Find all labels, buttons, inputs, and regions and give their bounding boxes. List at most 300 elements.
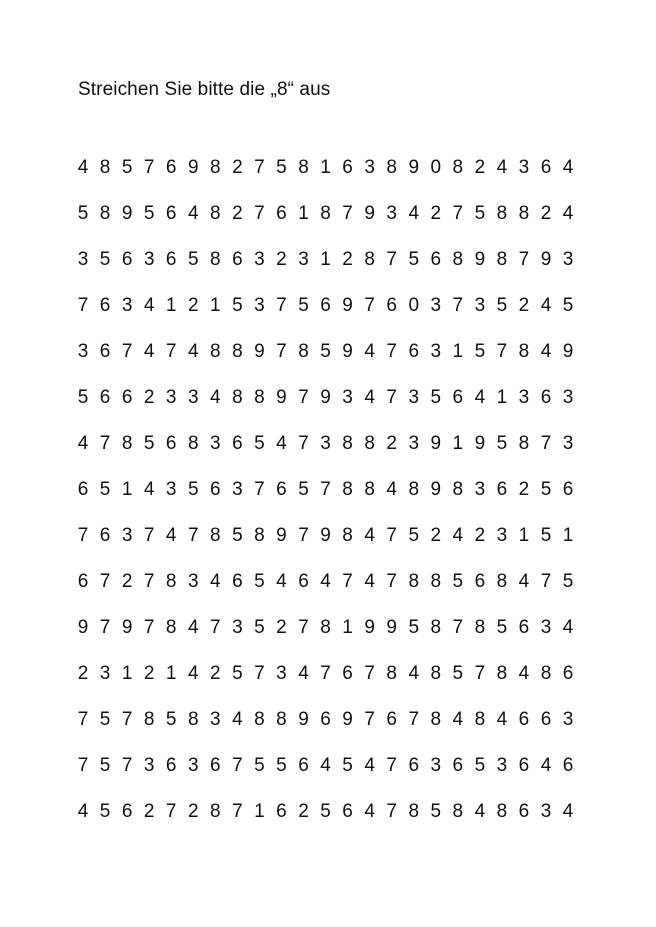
digit-cell[interactable]: 6 (430, 249, 442, 270)
digit-cell[interactable]: 8 (342, 525, 353, 546)
digit-cell[interactable]: 8 (518, 341, 530, 362)
digit-cell[interactable]: 4 (496, 709, 508, 730)
digit-cell[interactable]: 8 (452, 157, 464, 178)
digit-cell[interactable]: 8 (408, 479, 420, 500)
digit-cell[interactable]: 4 (298, 663, 309, 684)
digit-cell[interactable]: 8 (496, 203, 508, 224)
digit-cell[interactable]: 7 (540, 433, 552, 454)
digit-cell[interactable]: 8 (254, 709, 265, 730)
digit-cell[interactable]: 5 (187, 479, 199, 500)
digit-cell[interactable]: 8 (452, 249, 464, 270)
digit-cell[interactable]: 3 (165, 479, 177, 500)
digit-cell[interactable]: 1 (298, 203, 309, 224)
digit-cell[interactable]: 8 (452, 479, 464, 500)
digit-cell[interactable]: 6 (99, 341, 111, 362)
digit-cell[interactable]: 8 (518, 203, 530, 224)
digit-cell[interactable]: 7 (121, 709, 133, 730)
digit-cell[interactable]: 2 (518, 479, 530, 500)
digit-cell[interactable]: 9 (430, 479, 442, 500)
digit-cell[interactable]: 5 (408, 249, 420, 270)
digit-cell[interactable]: 4 (364, 525, 375, 546)
digit-cell[interactable]: 9 (320, 387, 331, 408)
digit-cell[interactable]: 3 (121, 295, 133, 316)
digit-cell[interactable]: 7 (121, 755, 133, 776)
digit-cell[interactable]: 7 (342, 203, 353, 224)
digit-cell[interactable]: 8 (210, 801, 221, 822)
digit-cell[interactable]: 2 (518, 295, 530, 316)
digit-cell[interactable]: 8 (187, 709, 199, 730)
digit-cell[interactable]: 8 (254, 525, 265, 546)
digit-cell[interactable]: 3 (540, 801, 552, 822)
digit-cell[interactable]: 7 (298, 525, 309, 546)
digit-cell[interactable]: 9 (342, 341, 353, 362)
digit-cell[interactable]: 5 (99, 755, 111, 776)
digit-cell[interactable]: 3 (165, 387, 177, 408)
digit-cell[interactable]: 5 (298, 295, 309, 316)
digit-cell[interactable]: 5 (276, 157, 287, 178)
digit-cell[interactable]: 7 (143, 157, 155, 178)
digit-cell[interactable]: 5 (562, 295, 574, 316)
digit-cell[interactable]: 6 (276, 203, 287, 224)
digit-cell[interactable]: 6 (386, 295, 397, 316)
digit-cell[interactable]: 9 (364, 617, 375, 638)
digit-cell[interactable]: 8 (99, 203, 111, 224)
digit-cell[interactable]: 6 (298, 755, 309, 776)
digit-cell[interactable]: 4 (187, 617, 199, 638)
digit-cell[interactable]: 6 (210, 755, 221, 776)
digit-cell[interactable]: 4 (562, 801, 574, 822)
digit-cell[interactable]: 7 (165, 341, 177, 362)
digit-cell[interactable]: 8 (232, 341, 243, 362)
digit-cell[interactable]: 7 (364, 663, 375, 684)
digit-cell[interactable]: 6 (474, 571, 486, 592)
digit-cell[interactable]: 2 (342, 249, 353, 270)
digit-cell[interactable]: 4 (562, 157, 574, 178)
digit-cell[interactable]: 8 (430, 709, 442, 730)
digit-cell[interactable]: 1 (452, 433, 464, 454)
digit-cell[interactable]: 1 (518, 525, 530, 546)
digit-cell[interactable]: 6 (232, 571, 243, 592)
digit-cell[interactable]: 7 (452, 295, 464, 316)
digit-cell[interactable]: 7 (386, 755, 397, 776)
digit-cell[interactable]: 6 (99, 387, 111, 408)
digit-cell[interactable]: 3 (99, 663, 111, 684)
digit-cell[interactable]: 3 (562, 433, 574, 454)
digit-cell[interactable]: 5 (474, 203, 486, 224)
digit-cell[interactable]: 7 (364, 709, 375, 730)
digit-cell[interactable]: 4 (496, 157, 508, 178)
digit-cell[interactable]: 6 (496, 479, 508, 500)
digit-cell[interactable]: 1 (121, 479, 133, 500)
digit-cell[interactable]: 6 (165, 203, 177, 224)
digit-cell[interactable]: 7 (320, 479, 331, 500)
digit-cell[interactable]: 9 (342, 709, 353, 730)
digit-cell[interactable]: 4 (187, 203, 199, 224)
digit-cell[interactable]: 6 (342, 157, 353, 178)
digit-cell[interactable]: 1 (254, 801, 265, 822)
digit-cell[interactable]: 7 (143, 617, 155, 638)
digit-cell[interactable]: 0 (408, 295, 420, 316)
digit-cell[interactable]: 5 (99, 709, 111, 730)
digit-cell[interactable]: 8 (298, 157, 309, 178)
digit-cell[interactable]: 3 (364, 157, 375, 178)
digit-cell[interactable]: 3 (540, 617, 552, 638)
digit-cell[interactable]: 4 (320, 571, 331, 592)
digit-cell[interactable]: 7 (77, 709, 89, 730)
digit-cell[interactable]: 3 (474, 295, 486, 316)
digit-cell[interactable]: 4 (143, 341, 155, 362)
digit-cell[interactable]: 5 (254, 617, 265, 638)
digit-cell[interactable]: 4 (518, 663, 530, 684)
digit-cell[interactable]: 6 (452, 755, 464, 776)
digit-cell[interactable]: 5 (254, 433, 265, 454)
digit-cell[interactable]: 2 (143, 387, 155, 408)
digit-cell[interactable]: 8 (276, 709, 287, 730)
digit-cell[interactable]: 6 (540, 387, 552, 408)
digit-cell[interactable]: 6 (165, 433, 177, 454)
digit-cell[interactable]: 4 (77, 433, 89, 454)
digit-cell[interactable]: 2 (232, 203, 243, 224)
digit-cell[interactable]: 3 (187, 387, 199, 408)
digit-cell[interactable]: 7 (254, 663, 265, 684)
digit-cell[interactable]: 6 (165, 249, 177, 270)
digit-cell[interactable]: 9 (298, 709, 309, 730)
digit-cell[interactable]: 7 (386, 341, 397, 362)
digit-cell[interactable]: 3 (430, 755, 442, 776)
digit-cell[interactable]: 6 (540, 709, 552, 730)
digit-cell[interactable]: 3 (496, 755, 508, 776)
digit-cell[interactable]: 5 (452, 571, 464, 592)
digit-cell[interactable]: 7 (232, 755, 243, 776)
digit-cell[interactable]: 3 (430, 341, 442, 362)
digit-cell[interactable]: 6 (77, 571, 89, 592)
digit-cell[interactable]: 8 (386, 663, 397, 684)
digit-cell[interactable]: 1 (342, 617, 353, 638)
digit-cell[interactable]: 8 (386, 157, 397, 178)
digit-cell[interactable]: 7 (496, 341, 508, 362)
digit-cell[interactable]: 7 (474, 663, 486, 684)
digit-cell[interactable]: 8 (430, 663, 442, 684)
digit-cell[interactable]: 2 (540, 203, 552, 224)
digit-cell[interactable]: 8 (298, 341, 309, 362)
digit-cell[interactable]: 4 (210, 387, 221, 408)
digit-cell[interactable]: 8 (430, 571, 442, 592)
digit-cell[interactable]: 6 (276, 801, 287, 822)
digit-cell[interactable]: 7 (386, 249, 397, 270)
digit-cell[interactable]: 4 (364, 571, 375, 592)
digit-cell[interactable]: 8 (364, 433, 375, 454)
digit-cell[interactable]: 3 (562, 709, 574, 730)
digit-cell[interactable]: 6 (386, 709, 397, 730)
digit-cell[interactable]: 3 (276, 663, 287, 684)
digit-cell[interactable]: 9 (430, 433, 442, 454)
digit-cell[interactable]: 5 (77, 387, 89, 408)
digit-cell[interactable]: 6 (342, 801, 353, 822)
digit-cell[interactable]: 6 (77, 479, 89, 500)
digit-cell[interactable]: 5 (430, 801, 442, 822)
digit-cell[interactable]: 9 (121, 203, 133, 224)
digit-cell[interactable]: 4 (518, 571, 530, 592)
digit-cell[interactable]: 5 (496, 295, 508, 316)
digit-cell[interactable]: 9 (276, 525, 287, 546)
digit-cell[interactable]: 8 (210, 157, 221, 178)
digit-cell[interactable]: 2 (232, 157, 243, 178)
digit-cell[interactable]: 0 (430, 157, 442, 178)
digit-cell[interactable]: 2 (430, 525, 442, 546)
digit-cell[interactable]: 7 (386, 571, 397, 592)
digit-cell[interactable]: 7 (342, 571, 353, 592)
digit-cell[interactable]: 3 (187, 755, 199, 776)
digit-cell[interactable]: 2 (187, 801, 199, 822)
digit-cell[interactable]: 1 (165, 295, 177, 316)
digit-cell[interactable]: 9 (121, 617, 133, 638)
digit-cell[interactable]: 7 (187, 525, 199, 546)
digit-cell[interactable]: 3 (562, 249, 574, 270)
digit-cell[interactable]: 5 (232, 295, 243, 316)
digit-cell[interactable]: 4 (452, 525, 464, 546)
digit-cell[interactable]: 8 (496, 249, 508, 270)
digit-cell[interactable]: 2 (298, 801, 309, 822)
digit-cell[interactable]: 3 (232, 479, 243, 500)
digit-cell[interactable]: 6 (99, 295, 111, 316)
digit-cell[interactable]: 6 (99, 525, 111, 546)
digit-cell[interactable]: 3 (430, 295, 442, 316)
digit-cell[interactable]: 4 (562, 617, 574, 638)
digit-cell[interactable]: 7 (452, 203, 464, 224)
digit-cell[interactable]: 8 (210, 341, 221, 362)
digit-cell[interactable]: 4 (276, 433, 287, 454)
digit-cell[interactable]: 7 (232, 801, 243, 822)
digit-cell[interactable]: 5 (496, 617, 508, 638)
digit-cell[interactable]: 6 (342, 663, 353, 684)
digit-cell[interactable]: 4 (562, 203, 574, 224)
digit-cell[interactable]: 7 (386, 387, 397, 408)
digit-cell[interactable]: 3 (143, 755, 155, 776)
digit-cell[interactable]: 7 (364, 295, 375, 316)
digit-cell[interactable]: 9 (320, 525, 331, 546)
digit-cell[interactable]: 8 (408, 571, 420, 592)
digit-cell[interactable]: 8 (143, 709, 155, 730)
digit-cell[interactable]: 7 (298, 387, 309, 408)
digit-cell[interactable]: 3 (408, 433, 420, 454)
digit-cell[interactable]: 6 (276, 479, 287, 500)
digit-cell[interactable]: 8 (210, 249, 221, 270)
digit-cell[interactable]: 5 (232, 663, 243, 684)
digit-cell[interactable]: 7 (99, 617, 111, 638)
digit-cell[interactable]: 5 (474, 755, 486, 776)
digit-cell[interactable]: 6 (518, 709, 530, 730)
digit-cell[interactable]: 8 (254, 387, 265, 408)
digit-cell[interactable]: 4 (276, 571, 287, 592)
digit-cell[interactable]: 4 (540, 341, 552, 362)
digit-cell[interactable]: 5 (496, 433, 508, 454)
digit-cell[interactable]: 4 (474, 801, 486, 822)
digit-cell[interactable]: 7 (540, 571, 552, 592)
digit-cell[interactable]: 4 (232, 709, 243, 730)
digit-cell[interactable]: 4 (408, 203, 420, 224)
digit-cell[interactable]: 3 (408, 387, 420, 408)
digit-cell[interactable]: 8 (342, 433, 353, 454)
digit-cell[interactable]: 5 (99, 249, 111, 270)
digit-cell[interactable]: 4 (77, 157, 89, 178)
digit-cell[interactable]: 5 (452, 663, 464, 684)
digit-cell[interactable]: 7 (121, 341, 133, 362)
digit-cell[interactable]: 6 (121, 801, 133, 822)
digit-cell[interactable]: 3 (342, 387, 353, 408)
digit-cell[interactable]: 8 (121, 433, 133, 454)
digit-cell[interactable]: 4 (364, 755, 375, 776)
digit-cell[interactable]: 6 (320, 295, 331, 316)
digit-cell[interactable]: 5 (320, 801, 331, 822)
digit-cell[interactable]: 3 (518, 387, 530, 408)
digit-cell[interactable]: 7 (298, 433, 309, 454)
digit-cell[interactable]: 3 (121, 525, 133, 546)
digit-cell[interactable]: 5 (408, 525, 420, 546)
digit-cell[interactable]: 5 (342, 755, 353, 776)
digit-cell[interactable]: 3 (77, 249, 89, 270)
digit-cell[interactable]: 4 (143, 295, 155, 316)
digit-cell[interactable]: 8 (540, 663, 552, 684)
digit-cell[interactable]: 4 (540, 755, 552, 776)
digit-cell[interactable]: 7 (99, 433, 111, 454)
digit-cell[interactable]: 7 (165, 801, 177, 822)
digit-cell[interactable]: 5 (99, 479, 111, 500)
digit-cell[interactable]: 3 (143, 249, 155, 270)
digit-cell[interactable]: 5 (165, 709, 177, 730)
digit-cell[interactable]: 4 (408, 663, 420, 684)
digit-cell[interactable]: 3 (562, 387, 574, 408)
digit-cell[interactable]: 2 (187, 295, 199, 316)
digit-cell[interactable]: 3 (474, 479, 486, 500)
digit-cell[interactable]: 1 (562, 525, 574, 546)
digit-cell[interactable]: 6 (518, 755, 530, 776)
digit-cell[interactable]: 2 (121, 571, 133, 592)
digit-cell[interactable]: 8 (496, 663, 508, 684)
digit-cell[interactable]: 2 (386, 433, 397, 454)
digit-cell[interactable]: 8 (408, 801, 420, 822)
digit-cell[interactable]: 6 (298, 571, 309, 592)
digit-cell[interactable]: 7 (77, 755, 89, 776)
digit-cell[interactable]: 8 (518, 433, 530, 454)
digit-cell[interactable]: 3 (386, 203, 397, 224)
digit-cell[interactable]: 5 (540, 479, 552, 500)
digit-cell[interactable]: 7 (452, 617, 464, 638)
digit-cell[interactable]: 9 (408, 157, 420, 178)
digit-cell[interactable]: 6 (408, 755, 420, 776)
digit-cell[interactable]: 5 (121, 157, 133, 178)
digit-cell[interactable]: 6 (452, 387, 464, 408)
digit-cell[interactable]: 8 (165, 571, 177, 592)
digit-cell[interactable]: 1 (165, 663, 177, 684)
digit-cell[interactable]: 8 (364, 249, 375, 270)
digit-cell[interactable]: 5 (540, 525, 552, 546)
digit-cell[interactable]: 3 (210, 709, 221, 730)
digit-cell[interactable]: 2 (143, 801, 155, 822)
digit-cell[interactable]: 7 (99, 571, 111, 592)
digit-cell[interactable]: 6 (562, 479, 574, 500)
digit-cell[interactable]: 6 (562, 755, 574, 776)
digit-cell[interactable]: 8 (210, 525, 221, 546)
digit-cell[interactable]: 6 (165, 755, 177, 776)
digit-cell[interactable]: 4 (386, 479, 397, 500)
digit-cell[interactable]: 7 (276, 295, 287, 316)
digit-cell[interactable]: 7 (77, 525, 89, 546)
digit-cell[interactable]: 6 (408, 341, 420, 362)
digit-cell[interactable]: 7 (254, 157, 265, 178)
digit-cell[interactable]: 6 (121, 387, 133, 408)
digit-cell[interactable]: 3 (298, 249, 309, 270)
digit-cell[interactable]: 2 (276, 617, 287, 638)
digit-cell[interactable]: 8 (430, 617, 442, 638)
digit-cell[interactable]: 7 (77, 295, 89, 316)
digit-cell[interactable]: 3 (496, 525, 508, 546)
digit-cell[interactable]: 7 (298, 617, 309, 638)
digit-cell[interactable]: 7 (386, 525, 397, 546)
digit-cell[interactable]: 6 (165, 157, 177, 178)
digit-cell[interactable]: 3 (77, 341, 89, 362)
digit-cell[interactable]: 9 (276, 387, 287, 408)
digit-cell[interactable]: 9 (474, 249, 486, 270)
digit-cell[interactable]: 3 (210, 433, 221, 454)
digit-cell[interactable]: 6 (540, 157, 552, 178)
digit-cell[interactable]: 6 (518, 801, 530, 822)
digit-cell[interactable]: 1 (320, 157, 331, 178)
digit-cell[interactable]: 7 (254, 479, 265, 500)
digit-cell[interactable]: 5 (298, 479, 309, 500)
digit-cell[interactable]: 3 (518, 157, 530, 178)
digit-cell[interactable]: 5 (187, 249, 199, 270)
digit-cell[interactable]: 9 (364, 203, 375, 224)
digit-cell[interactable]: 7 (518, 249, 530, 270)
digit-cell[interactable]: 6 (121, 249, 133, 270)
digit-cell[interactable]: 4 (364, 387, 375, 408)
digit-cell[interactable]: 5 (276, 755, 287, 776)
digit-cell[interactable]: 9 (562, 341, 574, 362)
digit-cell[interactable]: 5 (254, 571, 265, 592)
digit-cell[interactable]: 4 (77, 801, 89, 822)
digit-cell[interactable]: 4 (143, 479, 155, 500)
digit-cell[interactable]: 9 (540, 249, 552, 270)
digit-cell[interactable]: 8 (99, 157, 111, 178)
digit-cell[interactable]: 5 (77, 203, 89, 224)
digit-cell[interactable]: 2 (430, 203, 442, 224)
digit-cell[interactable]: 8 (474, 709, 486, 730)
digit-cell[interactable]: 7 (210, 617, 221, 638)
digit-cell[interactable]: 4 (364, 801, 375, 822)
digit-cell[interactable]: 1 (452, 341, 464, 362)
digit-cell[interactable]: 4 (540, 295, 552, 316)
digit-cell[interactable]: 6 (562, 663, 574, 684)
digit-cell[interactable]: 4 (452, 709, 464, 730)
digit-cell[interactable]: 9 (386, 617, 397, 638)
digit-cell[interactable]: 7 (143, 571, 155, 592)
digit-cell[interactable]: 8 (232, 387, 243, 408)
digit-cell[interactable]: 6 (232, 249, 243, 270)
digit-cell[interactable]: 7 (254, 203, 265, 224)
digit-cell[interactable]: 1 (210, 295, 221, 316)
digit-cell[interactable]: 9 (342, 295, 353, 316)
digit-cell[interactable]: 3 (187, 571, 199, 592)
digit-cell[interactable]: 7 (408, 709, 420, 730)
digit-cell[interactable]: 4 (187, 341, 199, 362)
digit-cell[interactable]: 8 (210, 203, 221, 224)
digit-cell[interactable]: 6 (518, 617, 530, 638)
digit-cell[interactable]: 8 (320, 617, 331, 638)
digit-cell[interactable]: 4 (364, 341, 375, 362)
digit-cell[interactable]: 5 (562, 571, 574, 592)
digit-cell[interactable]: 5 (408, 617, 420, 638)
digit-cell[interactable]: 8 (364, 479, 375, 500)
